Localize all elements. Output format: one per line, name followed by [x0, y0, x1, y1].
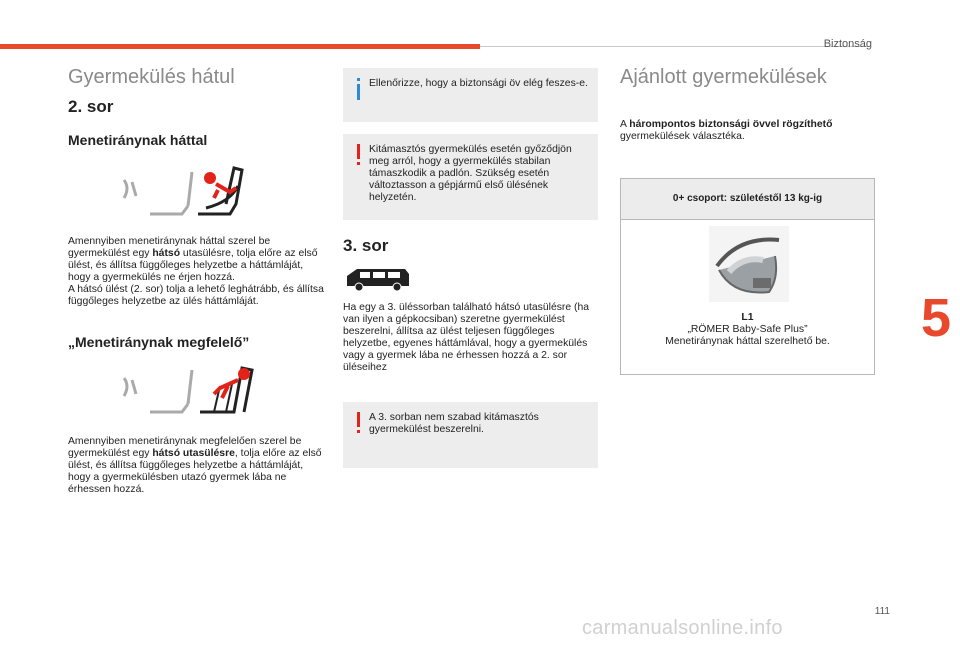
column-left: [68, 66, 324, 496]
recommended-seats-title: Ajánlott gyermekülések: [620, 66, 827, 88]
rear-facing-heading: Menetiránynak háttal: [68, 132, 208, 148]
warning-icon: [353, 412, 365, 442]
van-icon: [343, 266, 413, 292]
forward-facing-illustration: [68, 364, 324, 436]
info-icon: [353, 78, 365, 108]
van-illustration: [343, 266, 598, 296]
chapter-number: 5: [920, 288, 952, 348]
row3-heading: 3. sor: [343, 236, 389, 255]
recommended-intro: A hárompontos biztonsági övvel rögzíthető gyermekülések választéka.: [620, 119, 833, 142]
seat-code: L1: [741, 312, 754, 323]
baby-carrier-image: [709, 226, 789, 302]
page-number: 111: [874, 606, 890, 617]
rear-seat-paragraph: A hátsó ülést (2. sor) tolja a lehető leghátrább, és állítsa függőleges helyzetbe az ülés háttámláját.: [68, 284, 324, 307]
column-middle: [343, 68, 598, 468]
row3-paragraph: Ha egy a 3. üléssorban található hátsó utasülésre (ha van ilyen a gépkocsiban) szeretne gyermekülést beszerelni, állítsa az ülést teljesen függőleges helyzetbe, egyenes háttámlával, hogy a gyermekülés vagy a gyermek lába ne érhessen hozzá a 2. sor üléseihez: [343, 302, 590, 373]
page-title: Gyermekülés hátul: [68, 66, 235, 88]
info-note: [343, 68, 598, 122]
top-rule: [480, 46, 870, 47]
table-group-header: 0+ csoport: születéstől 13 kg-ig: [621, 179, 874, 220]
forward-facing-seat-icon: [118, 364, 318, 426]
top-accent-bar: [0, 44, 480, 49]
rear-facing-paragraph: Amennyiben menetiránynak háttal szerel be gyermekülést egy hátsó utasülésre, tolja előre az első ülést, és állítsa függőleges helyzetbe a háttámláját, hogy a gyermekülés ne érjen hozzá.: [68, 236, 318, 283]
warning-note-1: [343, 134, 598, 220]
seat-note: Menetiránynak háttal szerelhető be.: [665, 336, 830, 347]
warning-note-2: [343, 402, 598, 468]
child-seat-table: [620, 178, 875, 375]
warning-note-2-text: A 3. sorban nem szabad kitámasztós gyermekülést beszerelni.: [369, 412, 539, 435]
forward-facing-paragraph: Amennyiben menetiránynak megfelelően szerel be gyermekülést egy hátsó utasülésre, tolja előre az első ülést, és állítsa függőleges helyzetbe a háttámláját, hogy a gyermekülésben utazó gyermek lába ne érhessen hozzá.: [68, 436, 322, 495]
info-note-text: Ellenőrizze, hogy a biztonsági öv elég feszes-e.: [369, 78, 588, 89]
warning-icon: [353, 144, 365, 174]
forward-facing-heading: „Menetiránynak megfelelő”: [68, 334, 250, 350]
rear-facing-seat-icon: [118, 164, 318, 226]
warning-note-1-text: Kitámasztós gyermekülés esetén győződjön meg arról, hogy a gyermekülés stabilan támaszkodik a padlón. Szükség esetén változtasson a gépjármű első ülésének helyzetén.: [369, 144, 572, 203]
section-label: Biztonság: [823, 38, 872, 50]
seat-name: „RÖMER Baby-Safe Plus”: [687, 324, 808, 335]
column-right: [620, 66, 874, 143]
watermark: carmanualsonline.info: [582, 617, 783, 639]
rear-facing-illustration: [68, 164, 324, 236]
child-seat-image: [621, 220, 874, 306]
row2-heading: 2. sor: [68, 97, 114, 116]
